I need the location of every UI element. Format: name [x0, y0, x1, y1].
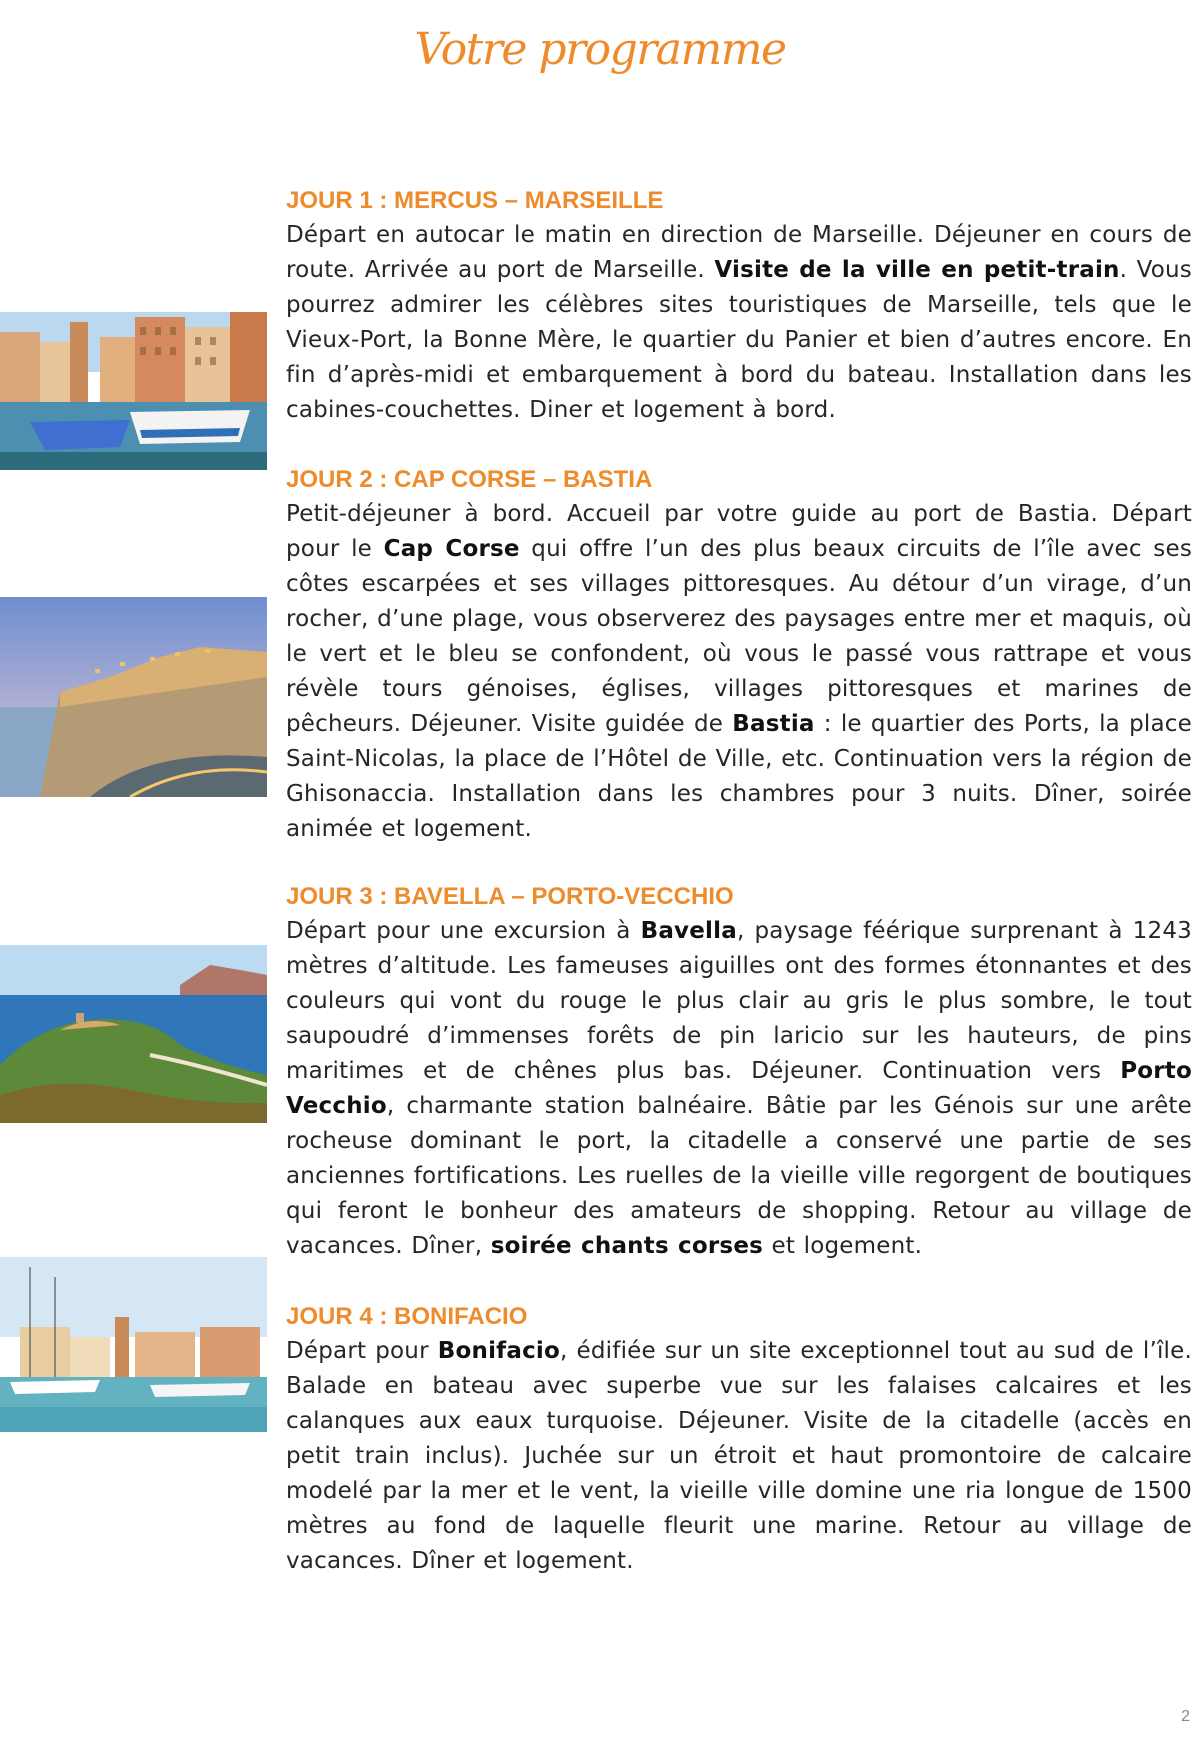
day-2-section: [286, 465, 1192, 847]
photo-marseille-port: [0, 312, 267, 470]
day-3-heading: JOUR 3 : BAVELLA – PORTO-VECCHIO: [286, 883, 734, 910]
page-number: 2: [1181, 1708, 1190, 1725]
day-1-section: [286, 186, 1192, 428]
day-1-description: Départ en autocar le matin en direction de Marseille. Déjeuner en cours de route. Arrivée au port de Marseille. Visite de la ville en petit-train. Vous pourrez admirer les célèbres sites touristiques de Marseille, tels que le Vieux-Port, la Bonne Mère, le quartier du Panier et bien d’autres encore. En fin d’après-midi et embarquement à bord du bateau. Installation dans les cabines-couchettes. Diner et logement à bord.: [286, 222, 1192, 423]
day-3-description: Départ pour une excursion à Bavella, paysage féérique surprenant à 1243 mètres d’altitude. Les fameuses aiguilles ont des formes étonnantes et des couleurs qui vont du rouge le plus clair au gris le plus sombre, le tout saupoudré d’immenses forêts de pin laricio sur les hauteurs, de pins maritimes et de chênes plus bas. Déjeuner. Continuation vers Porto Vecchio, charmante station balnéaire. Bâtie par les Génois sur une arête rocheuse dominant le port, la citadelle a conservé une partie de ses anciennes fortifications. Les ruelles de la vieille ville regorgent de boutiques qui feront le bonheur des amateurs de shopping. Retour au village de vacances. Dîner, soirée chants corses et logement.: [286, 918, 1192, 1259]
photo-bonifacio-harbor: [0, 1257, 267, 1432]
day-4-section: [286, 1302, 1192, 1579]
photo-porto-vecchio-coast: [0, 945, 267, 1123]
day-3-section: [286, 882, 1192, 1264]
page-title: Votre programme: [414, 24, 786, 75]
day-1-heading: JOUR 1 : MERCUS – MARSEILLE: [286, 187, 664, 214]
day-2-heading: JOUR 2 : CAP CORSE – BASTIA: [286, 466, 653, 493]
day-2-description: Petit-déjeuner à bord. Accueil par votre guide au port de Bastia. Départ pour le Cap Corse qui offre l’un des plus beaux circuits de l’île avec ses côtes escarpées et ses villages pittoresques. Au détour d’un virage, d’un rocher, d’une plage, vous observerez des paysages entre mer et maquis, où le vert et le bleu se confondent, où vous le passé vous rattrape et vous révèle tours génoises, églises, villages pittoresques et marines de pêcheurs. Déjeuner. Visite guidée de Bastia : le quartier des Ports, la place Saint-Nicolas, la place de l’Hôtel de Ville, etc. Continuation vers la région de Ghisonaccia. Installation dans les chambres pour 3 nuits. Dîner, soirée animée et logement.: [286, 501, 1193, 842]
day-4-description: Départ pour Bonifacio, édifiée sur un site exceptionnel tout au sud de l’île. Balade en bateau avec superbe vue sur les falaises calcaires et les calanques aux eaux turquoise. Déjeuner. Visite de la citadelle (accès en petit train inclus). Juchée sur un étroit et haut promontoire de calcaire modelé par la mer et le vent, la vieille ville domine une ria longue de 1500 mètres au fond de laquelle fleurit une marine. Retour au village de vacances. Dîner et logement.: [286, 1338, 1192, 1574]
day-4-heading: JOUR 4 : BONIFACIO: [286, 1303, 528, 1330]
photo-cap-corse-cliffs: [0, 597, 267, 797]
